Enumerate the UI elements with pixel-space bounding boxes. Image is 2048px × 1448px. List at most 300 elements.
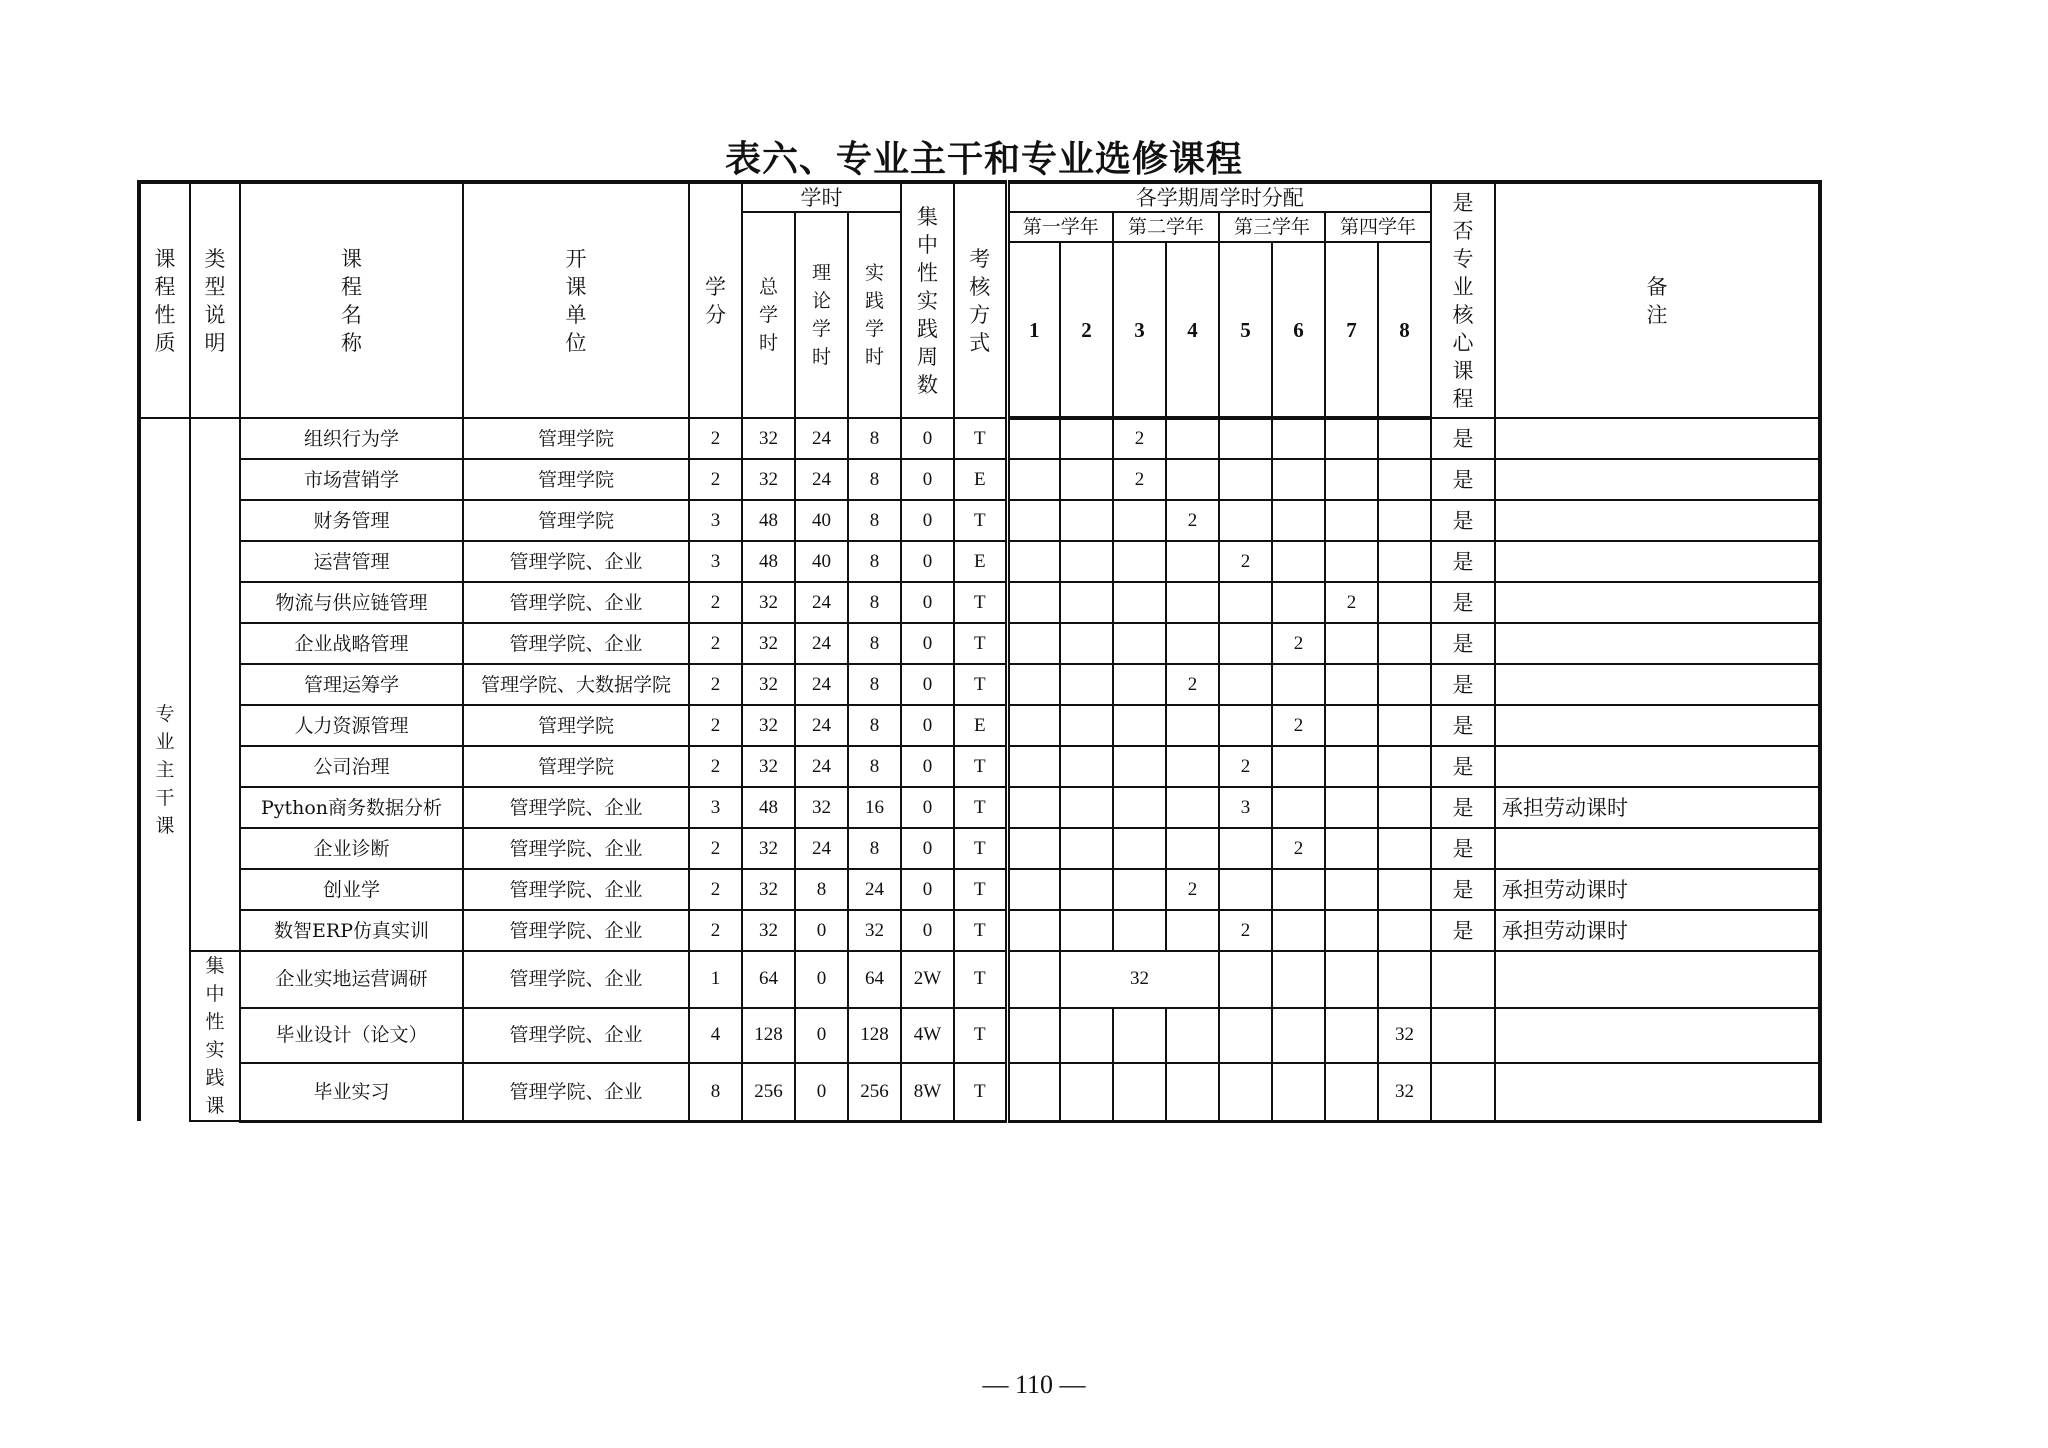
semester-cell-7 xyxy=(1325,541,1378,582)
semester-cell-5: 2 xyxy=(1219,541,1272,582)
exam-cell: T xyxy=(954,828,1007,869)
semester-cell-3 xyxy=(1113,705,1166,746)
semester-cell-6 xyxy=(1272,541,1325,582)
semester-cell-3 xyxy=(1113,1008,1166,1064)
semester-cell-1 xyxy=(1007,418,1060,459)
semester-cell-7 xyxy=(1325,664,1378,705)
semester-cell-4 xyxy=(1166,1008,1219,1064)
dept-cell: 管理学院、企业 xyxy=(463,582,689,623)
theory-hours-cell: 40 xyxy=(795,500,848,541)
header-semester-6: 6 xyxy=(1272,242,1325,418)
header-course-name: 课 程 名 称 xyxy=(240,182,463,418)
semester-cell-8: 32 xyxy=(1378,1063,1431,1121)
header-total-hours: 总 学 时 xyxy=(742,212,795,418)
semester-cell-4: 2 xyxy=(1166,500,1219,541)
dept-cell: 管理学院 xyxy=(463,459,689,500)
practice-hours-cell: 8 xyxy=(848,582,901,623)
total-hours-cell: 256 xyxy=(742,1063,795,1121)
semester-cell-2 xyxy=(1060,459,1113,500)
semester-cell-7 xyxy=(1325,828,1378,869)
total-hours-cell: 32 xyxy=(742,418,795,459)
table-row xyxy=(139,459,1820,500)
course-name-cell: 人力资源管理 xyxy=(240,705,463,746)
header-semester-1: 1 xyxy=(1007,242,1060,418)
is-core-cell: 是 xyxy=(1431,459,1495,500)
semester-cell-1 xyxy=(1007,541,1060,582)
course-rows xyxy=(139,418,1820,1121)
semester-cell-6: 2 xyxy=(1272,705,1325,746)
is-core-cell: 是 xyxy=(1431,541,1495,582)
is-core-cell xyxy=(1431,1008,1495,1064)
remark-cell xyxy=(1495,828,1820,869)
semester-cell-6 xyxy=(1272,787,1325,828)
semester-cell-4 xyxy=(1166,787,1219,828)
semester-cell-6 xyxy=(1272,869,1325,910)
header-semester-4: 4 xyxy=(1166,242,1219,418)
course-name-cell: 公司治理 xyxy=(240,746,463,787)
semester-cell-4: 2 xyxy=(1166,664,1219,705)
credit-cell: 2 xyxy=(689,418,742,459)
semester-cell-8 xyxy=(1378,418,1431,459)
theory-hours-cell: 24 xyxy=(795,828,848,869)
semester-cell-7: 2 xyxy=(1325,582,1378,623)
remark-cell xyxy=(1495,746,1820,787)
semester-cell-2 xyxy=(1060,418,1113,459)
dept-cell: 管理学院、企业 xyxy=(463,541,689,582)
group-practice-cell: 集 中 性 实 践 课 xyxy=(190,951,240,1121)
course-name-cell: 运营管理 xyxy=(240,541,463,582)
semester-cell-1 xyxy=(1007,746,1060,787)
semester-cell-2 xyxy=(1060,910,1113,951)
weeks-cell: 4W xyxy=(901,1008,954,1064)
semester-cell-4 xyxy=(1166,418,1219,459)
semester-cell-2 xyxy=(1060,1008,1113,1064)
practice-hours-cell: 64 xyxy=(848,951,901,1008)
remark-cell xyxy=(1495,1063,1820,1121)
remark-cell xyxy=(1495,582,1820,623)
is-core-cell: 是 xyxy=(1431,787,1495,828)
weeks-cell: 8W xyxy=(901,1063,954,1121)
semester-cell-4 xyxy=(1166,828,1219,869)
course-name-cell: 数智ERP仿真实训 xyxy=(240,910,463,951)
credit-cell: 2 xyxy=(689,869,742,910)
semester-cell-8: 32 xyxy=(1378,1008,1431,1064)
remark-cell: 承担劳动课时 xyxy=(1495,787,1820,828)
header-semester-5: 5 xyxy=(1219,242,1272,418)
exam-cell: E xyxy=(954,705,1007,746)
is-core-cell: 是 xyxy=(1431,869,1495,910)
semester-cell-2 xyxy=(1060,664,1113,705)
semester-cell-5 xyxy=(1219,1063,1272,1121)
theory-hours-cell: 24 xyxy=(795,746,848,787)
semester-cell-6 xyxy=(1272,910,1325,951)
weeks-cell: 0 xyxy=(901,746,954,787)
semester-cell-8 xyxy=(1378,787,1431,828)
semester-cell-6: 2 xyxy=(1272,828,1325,869)
course-name-cell: Python商务数据分析 xyxy=(240,787,463,828)
course-name-cell: 企业诊断 xyxy=(240,828,463,869)
semester-cell-1 xyxy=(1007,828,1060,869)
dept-cell: 管理学院、企业 xyxy=(463,1063,689,1121)
header-is-core: 是 否 专 业 核 心 课 程 xyxy=(1431,182,1495,418)
weeks-cell: 0 xyxy=(901,705,954,746)
semester-cell-1 xyxy=(1007,1008,1060,1064)
header-dept: 开 课 单 位 xyxy=(463,182,689,418)
is-core-cell: 是 xyxy=(1431,664,1495,705)
header-semester-7: 7 xyxy=(1325,242,1378,418)
dept-cell: 管理学院、企业 xyxy=(463,951,689,1008)
semester-cell-4 xyxy=(1166,582,1219,623)
theory-hours-cell: 0 xyxy=(795,951,848,1008)
semester-cell-7 xyxy=(1325,705,1378,746)
semester-cell-6 xyxy=(1272,746,1325,787)
course-name-cell: 毕业实习 xyxy=(240,1063,463,1121)
theory-hours-cell: 0 xyxy=(795,910,848,951)
header-practice-hours: 实 践 学 时 xyxy=(848,212,901,418)
total-hours-cell: 32 xyxy=(742,869,795,910)
credit-cell: 4 xyxy=(689,1008,742,1064)
semester-cell-3 xyxy=(1113,500,1166,541)
semester-cell-5 xyxy=(1219,459,1272,500)
remark-cell xyxy=(1495,459,1820,500)
weeks-cell: 0 xyxy=(901,869,954,910)
total-hours-cell: 32 xyxy=(742,828,795,869)
semester-cell-1 xyxy=(1007,459,1060,500)
semester-cell xyxy=(1272,951,1325,1008)
exam-cell: T xyxy=(954,910,1007,951)
semester-cell-8 xyxy=(1378,623,1431,664)
semester-cell xyxy=(1007,951,1060,1008)
semester-cell-5 xyxy=(1219,1008,1272,1064)
total-hours-cell: 32 xyxy=(742,582,795,623)
semester-cell-3 xyxy=(1113,1063,1166,1121)
semester-cell-5 xyxy=(1219,418,1272,459)
table-row xyxy=(139,1063,1820,1121)
dept-cell: 管理学院 xyxy=(463,500,689,541)
total-hours-cell: 32 xyxy=(742,459,795,500)
is-core-cell: 是 xyxy=(1431,705,1495,746)
is-core-cell: 是 xyxy=(1431,623,1495,664)
header-year-4: 第四学年 xyxy=(1325,212,1431,242)
semester-cell-3 xyxy=(1113,664,1166,705)
is-core-cell: 是 xyxy=(1431,910,1495,951)
semester-cell-5 xyxy=(1219,705,1272,746)
table-row xyxy=(139,664,1820,705)
semester-cell-1 xyxy=(1007,910,1060,951)
weeks-cell: 0 xyxy=(901,623,954,664)
semester-cell-7 xyxy=(1325,787,1378,828)
table-row xyxy=(139,500,1820,541)
semester-cell-1 xyxy=(1007,705,1060,746)
is-core-cell: 是 xyxy=(1431,828,1495,869)
header-course-nature: 课 程 性 质 xyxy=(139,182,190,418)
course-name-cell: 市场营销学 xyxy=(240,459,463,500)
semester-cell-3 xyxy=(1113,623,1166,664)
theory-hours-cell: 0 xyxy=(795,1063,848,1121)
semester-cell-7 xyxy=(1325,418,1378,459)
exam-cell: T xyxy=(954,787,1007,828)
semester-cell-8 xyxy=(1378,828,1431,869)
remark-cell: 承担劳动课时 xyxy=(1495,869,1820,910)
page-number: — 110 — xyxy=(982,1370,1086,1399)
semester-cell-6 xyxy=(1272,459,1325,500)
practice-hours-cell: 24 xyxy=(848,869,901,910)
semester-cell-4 xyxy=(1166,705,1219,746)
weeks-cell: 2W xyxy=(901,951,954,1008)
remark-cell xyxy=(1495,623,1820,664)
dept-cell: 管理学院、企业 xyxy=(463,623,689,664)
course-name-cell: 管理运筹学 xyxy=(240,664,463,705)
table-row xyxy=(139,623,1820,664)
practice-hours-cell: 8 xyxy=(848,828,901,869)
dept-cell: 管理学院、企业 xyxy=(463,1008,689,1064)
semester-cell-5: 3 xyxy=(1219,787,1272,828)
theory-hours-cell: 24 xyxy=(795,582,848,623)
semester-cell-2 xyxy=(1060,1063,1113,1121)
semester-cell-7 xyxy=(1325,910,1378,951)
table-row xyxy=(139,705,1820,746)
semester-cell-5 xyxy=(1219,623,1272,664)
semester-cell-8 xyxy=(1378,746,1431,787)
theory-hours-cell: 0 xyxy=(795,1008,848,1064)
table-row xyxy=(139,418,1820,459)
credit-cell: 2 xyxy=(689,746,742,787)
weeks-cell: 0 xyxy=(901,910,954,951)
semester-cell-8 xyxy=(1378,582,1431,623)
semester-cell-6 xyxy=(1272,418,1325,459)
semester-cell-5 xyxy=(1219,664,1272,705)
credit-cell: 2 xyxy=(689,705,742,746)
course-name-cell: 毕业设计（论文） xyxy=(240,1008,463,1064)
semester-cell-7 xyxy=(1325,623,1378,664)
semester-cell-2 xyxy=(1060,746,1113,787)
total-hours-cell: 32 xyxy=(742,623,795,664)
dept-cell: 管理学院 xyxy=(463,746,689,787)
credit-cell: 2 xyxy=(689,828,742,869)
semester-cell-6 xyxy=(1272,1008,1325,1064)
semester-cell-3 xyxy=(1113,869,1166,910)
semester-cell-7 xyxy=(1325,869,1378,910)
dept-cell: 管理学院、企业 xyxy=(463,869,689,910)
semester-cell-7 xyxy=(1325,1063,1378,1121)
practice-hours-cell: 256 xyxy=(848,1063,901,1121)
total-hours-cell: 48 xyxy=(742,541,795,582)
semester-cell-4 xyxy=(1166,541,1219,582)
header-weeks: 集 中 性 实 践 周 数 xyxy=(901,182,954,418)
total-hours-cell: 48 xyxy=(742,787,795,828)
theory-hours-cell: 32 xyxy=(795,787,848,828)
semester-cell-7 xyxy=(1325,1008,1378,1064)
semester-cell-2 xyxy=(1060,623,1113,664)
semester-cell-3: 2 xyxy=(1113,459,1166,500)
exam-cell: T xyxy=(954,623,1007,664)
table-row xyxy=(139,828,1820,869)
header-semester-group: 各学期周学时分配 xyxy=(1007,182,1431,212)
practice-hours-cell: 8 xyxy=(848,459,901,500)
weeks-cell: 0 xyxy=(901,500,954,541)
credit-cell: 2 xyxy=(689,910,742,951)
remark-cell xyxy=(1495,705,1820,746)
weeks-cell: 0 xyxy=(901,541,954,582)
is-core-cell: 是 xyxy=(1431,418,1495,459)
semester-cell-7 xyxy=(1325,459,1378,500)
remark-cell xyxy=(1495,541,1820,582)
semester-cell-2 xyxy=(1060,541,1113,582)
is-core-cell xyxy=(1431,1063,1495,1121)
weeks-cell: 0 xyxy=(901,787,954,828)
semester-cell xyxy=(1378,951,1431,1008)
semester-cell-8 xyxy=(1378,541,1431,582)
exam-cell: T xyxy=(954,746,1007,787)
semester-cell-8 xyxy=(1378,664,1431,705)
semester-cell-2 xyxy=(1060,828,1113,869)
dept-cell: 管理学院、企业 xyxy=(463,910,689,951)
course-name-cell: 组织行为学 xyxy=(240,418,463,459)
semester-cell-5 xyxy=(1219,582,1272,623)
semester-cell-2 xyxy=(1060,787,1113,828)
is-core-cell: 是 xyxy=(1431,500,1495,541)
semester-cell-3 xyxy=(1113,828,1166,869)
weeks-cell: 0 xyxy=(901,828,954,869)
semester-cell-5: 2 xyxy=(1219,910,1272,951)
semester-cell-3 xyxy=(1113,541,1166,582)
header-year-1: 第一学年 xyxy=(1007,212,1113,242)
semester-cell-5 xyxy=(1219,869,1272,910)
header-credit: 学 分 xyxy=(689,182,742,418)
dept-cell: 管理学院 xyxy=(463,418,689,459)
theory-hours-cell: 24 xyxy=(795,623,848,664)
semester-cell-6 xyxy=(1272,500,1325,541)
total-hours-cell: 48 xyxy=(742,500,795,541)
semester-cell-1 xyxy=(1007,582,1060,623)
exam-cell: T xyxy=(954,664,1007,705)
practice-hours-cell: 16 xyxy=(848,787,901,828)
dept-cell: 管理学院 xyxy=(463,705,689,746)
theory-hours-cell: 24 xyxy=(795,459,848,500)
semester-cell-2 xyxy=(1060,582,1113,623)
table-row xyxy=(139,1008,1820,1064)
header-semester-8: 8 xyxy=(1378,242,1431,418)
total-hours-cell: 32 xyxy=(742,664,795,705)
semester-cell-3 xyxy=(1113,910,1166,951)
exam-cell: T xyxy=(954,1063,1007,1121)
table-row xyxy=(139,951,1820,1008)
semester-cell-3 xyxy=(1113,787,1166,828)
credit-cell: 3 xyxy=(689,787,742,828)
semester-cell-4 xyxy=(1166,910,1219,951)
total-hours-cell: 32 xyxy=(742,705,795,746)
is-core-cell: 是 xyxy=(1431,582,1495,623)
total-hours-cell: 128 xyxy=(742,1008,795,1064)
table-row xyxy=(139,787,1820,828)
semester-cell-1 xyxy=(1007,500,1060,541)
course-name-cell: 企业战略管理 xyxy=(240,623,463,664)
header-semester-2: 2 xyxy=(1060,242,1113,418)
semester-cell-2 xyxy=(1060,705,1113,746)
credit-cell: 1 xyxy=(689,951,742,1008)
semester-cell-4 xyxy=(1166,746,1219,787)
is-core-cell xyxy=(1431,951,1495,1008)
practice-hours-cell: 8 xyxy=(848,500,901,541)
credit-cell: 8 xyxy=(689,1063,742,1121)
course-name-cell: 物流与供应链管理 xyxy=(240,582,463,623)
group-main-cell: 专 业 主 干 课 xyxy=(139,418,190,1121)
total-hours-cell: 32 xyxy=(742,910,795,951)
remark-cell xyxy=(1495,1008,1820,1064)
remark-cell xyxy=(1495,500,1820,541)
semester-cell-6 xyxy=(1272,664,1325,705)
header-semester-3: 3 xyxy=(1113,242,1166,418)
header-hours-group: 学时 xyxy=(742,182,901,212)
semester-cell-1 xyxy=(1007,869,1060,910)
semester-cell-7 xyxy=(1325,500,1378,541)
exam-cell: T xyxy=(954,500,1007,541)
theory-hours-cell: 24 xyxy=(795,418,848,459)
exam-cell: E xyxy=(954,541,1007,582)
semester-cell-4 xyxy=(1166,459,1219,500)
theory-hours-cell: 24 xyxy=(795,664,848,705)
exam-cell: E xyxy=(954,459,1007,500)
semester-cell-5 xyxy=(1219,500,1272,541)
theory-hours-cell: 24 xyxy=(795,705,848,746)
semester-cell xyxy=(1325,951,1378,1008)
credit-cell: 2 xyxy=(689,664,742,705)
dept-cell: 管理学院、大数据学院 xyxy=(463,664,689,705)
semester-cell-3 xyxy=(1113,746,1166,787)
credit-cell: 2 xyxy=(689,459,742,500)
theory-hours-cell: 8 xyxy=(795,869,848,910)
course-name-cell: 企业实地运营调研 xyxy=(240,951,463,1008)
practice-hours-cell: 8 xyxy=(848,705,901,746)
semester-cell-6: 2 xyxy=(1272,623,1325,664)
table-row xyxy=(139,582,1820,623)
semester-cell-8 xyxy=(1378,910,1431,951)
semester-merged-cell: 32 xyxy=(1060,951,1219,1008)
course-name-cell: 财务管理 xyxy=(240,500,463,541)
credit-cell: 2 xyxy=(689,623,742,664)
semester-cell-5 xyxy=(1219,828,1272,869)
semester-cell-2 xyxy=(1060,869,1113,910)
header-remark: 备 注 xyxy=(1495,182,1820,418)
course-name-cell: 创业学 xyxy=(240,869,463,910)
total-hours-cell: 64 xyxy=(742,951,795,1008)
header-exam: 考 核 方 式 xyxy=(954,182,1007,418)
exam-cell: T xyxy=(954,1008,1007,1064)
semester-cell-1 xyxy=(1007,664,1060,705)
theory-hours-cell: 40 xyxy=(795,541,848,582)
remark-cell xyxy=(1495,951,1820,1008)
semester-cell-4: 2 xyxy=(1166,869,1219,910)
table-row xyxy=(139,746,1820,787)
practice-hours-cell: 8 xyxy=(848,746,901,787)
remark-cell xyxy=(1495,418,1820,459)
semester-cell-3 xyxy=(1113,582,1166,623)
semester-cell-8 xyxy=(1378,500,1431,541)
semester-cell-1 xyxy=(1007,1063,1060,1121)
semester-cell-1 xyxy=(1007,787,1060,828)
practice-hours-cell: 8 xyxy=(848,541,901,582)
total-hours-cell: 32 xyxy=(742,746,795,787)
header-theory-hours: 理 论 学 时 xyxy=(795,212,848,418)
exam-cell: T xyxy=(954,582,1007,623)
remark-cell: 承担劳动课时 xyxy=(1495,910,1820,951)
semester-cell-8 xyxy=(1378,459,1431,500)
semester-cell-8 xyxy=(1378,869,1431,910)
credit-cell: 2 xyxy=(689,582,742,623)
practice-hours-cell: 8 xyxy=(848,623,901,664)
practice-hours-cell: 8 xyxy=(848,418,901,459)
exam-cell: T xyxy=(954,951,1007,1008)
